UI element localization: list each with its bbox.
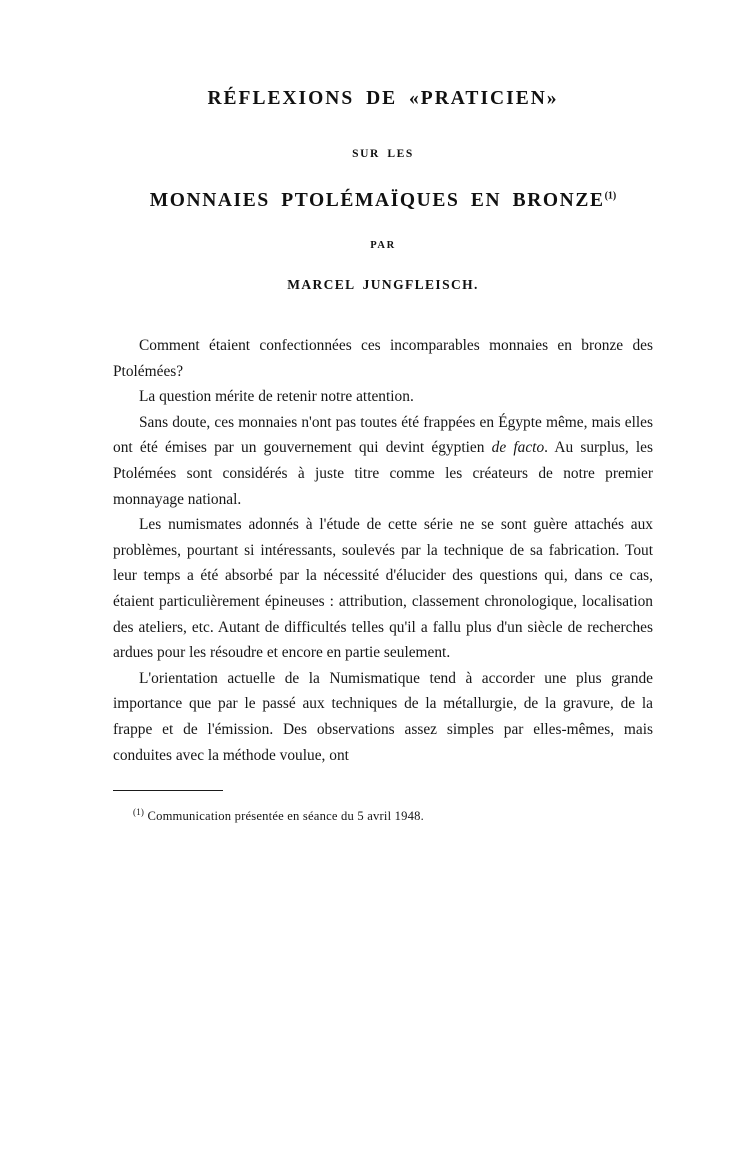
byline-label: PAR — [370, 240, 396, 251]
page-title-secondary — [113, 190, 653, 212]
paragraph: Les numismates adonnés à l'étude de cette série ne se sont guère attachés aux problèmes, pourtant si intéressants, soulevés par la technique de sa fabrication. Tout leur temps a été absorbé par la nécessité d'élucider des questions qui, dans ce cas, étaient particulièrement épineuses : attribution, classement chronologique, localisation des ateliers, etc. Autant de difficultés telles qu'il a fallu plus d'un siècle de recherches ardues pour les résoudre et encore en partie seulement. — [113, 516, 653, 662]
title-footnote-marker: (1) — [604, 190, 617, 202]
footnote-marker: (1) — [133, 807, 145, 818]
footnote-text: Communication présentée en séance du 5 avril 1948. — [147, 809, 424, 824]
paragraph: L'orientation actuelle de la Numismatique tend à accorder une plus grande importance que par le passé aux techniques de la métallurgie, de la gravure, de la frappe et de l'émission. Des observations assez simples par elles-mêmes, mais conduites avec la méthode voulue, ont — [113, 669, 653, 764]
paragraph: La question mérite de retenir notre attention. — [139, 388, 414, 406]
page-title-secondary-text: MONNAIES PTOLÉMAÏQUES EN BRONZE — [149, 190, 605, 211]
page-title: RÉFLEXIONS DE «PRATICIEN» — [207, 88, 559, 109]
paragraph: Comment étaient confectionnées ces incomparables monnaies en bronze des Ptolémées? — [113, 337, 653, 380]
body-text — [113, 333, 653, 768]
italic-phrase: de facto — [491, 439, 545, 457]
page-content — [113, 0, 653, 824]
paragraph: Sans doute, ces monnaies n'ont pas toutes été frappées en Égypte même, mais elles ont été émises par un gouvernement qui devint égyptien de facto. Au surplus, les Ptolémées sont considérés à juste titre comme les créateurs de notre premier monnayage national. — [113, 413, 653, 508]
author-name: MARCEL JUNGFLEISCH. — [287, 277, 479, 292]
footnote — [113, 807, 653, 824]
footnote-divider — [113, 790, 223, 791]
page-subtitle: SUR LES — [352, 148, 414, 160]
